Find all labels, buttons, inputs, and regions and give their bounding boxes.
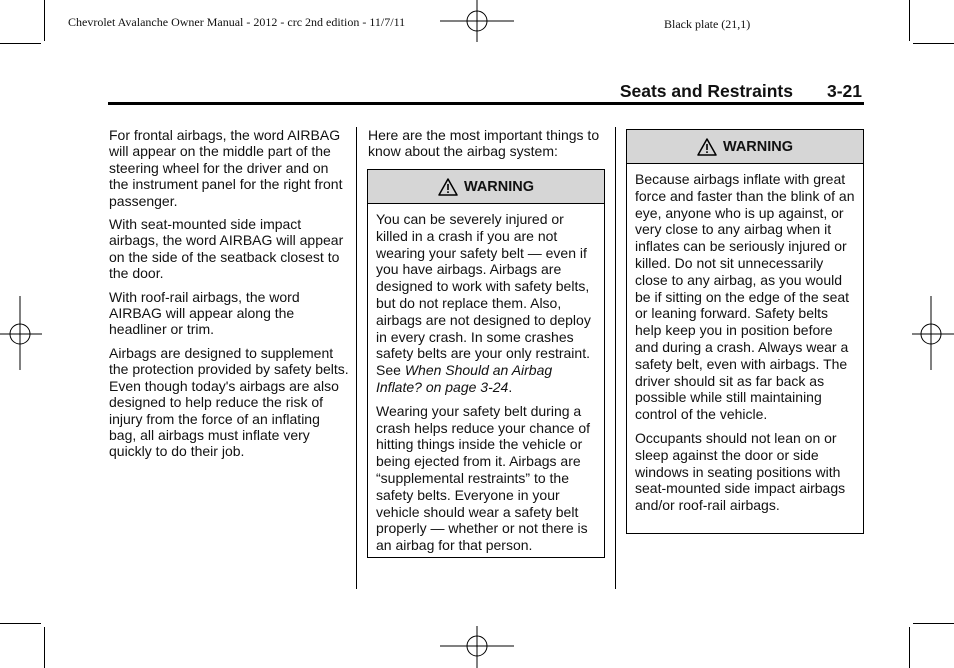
crosshair-icon	[0, 296, 44, 372]
crop-mark	[44, 0, 45, 41]
crop-mark	[909, 0, 910, 41]
cross-reference: When Should an Airbag Inflate? on page 3‑24	[376, 362, 553, 395]
paragraph: With seat-mounted side impact airbags, the word AIRBAG will appear on the side of the seatback closest to the door.	[109, 216, 344, 282]
doc-info: Chevrolet Avalanche Owner Manual - 2012 - crc 2nd edition - 11/7/11	[68, 15, 406, 29]
header-rule	[108, 102, 864, 105]
column-divider	[615, 127, 616, 589]
paragraph: Wearing your safety belt during a crash helps reduce your chance of hitting things inside the vehicle or being ejected from it. Airbags are “supplemental restraints” to the safety belts. Everyone in your vehicle should wear a safety belt properly — whether or not there is an airbag for that person.	[376, 402, 591, 554]
page-title	[0, 81, 862, 102]
crop-mark	[44, 627, 45, 668]
plate-info: Black plate (21,1)	[664, 17, 751, 31]
warning-triangle-icon	[438, 178, 458, 196]
paragraph: With roof-rail airbags, the word AIRBAG will appear along the headliner or trim.	[109, 288, 300, 338]
column-divider	[356, 127, 357, 589]
paragraph: Occupants should not lean on or sleep against the door or side windows in seating positions with seat-mounted side impact airbags and/or roof-rail airbags.	[635, 429, 846, 514]
crop-mark	[913, 623, 954, 624]
column-2	[368, 127, 604, 167]
page-number: 3-21	[826, 81, 862, 101]
paragraph: Because airbags inflate with great force and faster than the blink of an eye, anyone who is up against, or very close to any airbag when it inflates can be seriously injured or killed. Do not sit unnecessarily close to any airbag, as you would be if sitting on the edge of the seat or leaning forward. Safety belts help keep you in position before and during a crash. Always wear a safety belt, even with airbags. The driver should sit as far back as possible while still maintaining control of the vehicle.	[635, 171, 855, 423]
section-title: Seats and Restraints	[619, 81, 793, 101]
warning-body	[368, 204, 604, 554]
warning-box	[367, 169, 605, 558]
paragraph: Airbags are designed to supplement the protection provided by safety belts. Even though today's airbags are also designed to help reduce the risk of injury from the force of an inflating bag, all airbags must inflate very quickly to do their job.	[109, 344, 349, 460]
warning-body	[627, 164, 863, 514]
paragraph	[376, 211, 596, 396]
warning-label: WARNING	[463, 178, 535, 195]
paragraph: Here are the most important things to know about the airbag system:	[368, 127, 600, 160]
warning-header	[627, 130, 863, 164]
crosshair-icon	[910, 296, 954, 372]
crosshair-icon	[440, 0, 516, 44]
warning-label: WARNING	[722, 138, 794, 155]
punctuation: .	[508, 378, 513, 395]
column-1	[109, 127, 349, 467]
warning-text: You can be severely injured or killed in a crash if you are not wearing your safety belt — even if you have airbags. Airbags are designed to work with safety belts, but do not replace them. Also, airbags are not designed to deploy in every crash. In some crashes safety belts are your only restraint. See	[376, 211, 591, 379]
crop-mark	[0, 43, 41, 44]
crop-mark	[0, 623, 41, 624]
warning-header	[368, 170, 604, 204]
crop-mark	[909, 627, 910, 668]
warning-box	[626, 129, 864, 534]
paragraph: For frontal airbags, the word AIRBAG will appear on the middle part of the steering wheel for the driver and on the instrument panel for the right front passenger.	[109, 127, 343, 209]
warning-triangle-icon	[697, 138, 717, 156]
crop-mark	[913, 43, 954, 44]
crosshair-icon	[440, 624, 516, 668]
